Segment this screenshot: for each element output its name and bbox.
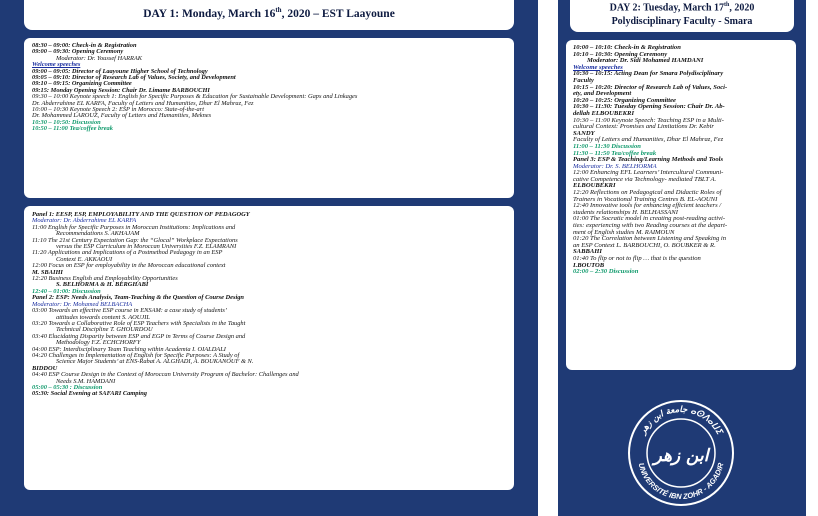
schedule-line: 11:20 Applications and Implications of a Postmethod Pedagogy in an ESP	[32, 249, 223, 257]
schedule-line: S. BELHORMA & H. BERGHABI	[56, 281, 149, 289]
day2-title-main: DAY 2: Tuesday, March 17	[609, 2, 725, 14]
schedule-line: an ESP Context L. BARBOUCHI, O. BOUBKER & R.	[573, 241, 716, 249]
schedule-line: 09:30 – 10:00 Keynote speech 1: English for Specific Purposes & Education for Sustainable Development: Gaps and Linkages	[32, 93, 358, 101]
schedule-line: Recommendations S. AKHAJAM	[56, 230, 140, 238]
schedule-line: dellah ELBOUBEKRI	[573, 109, 635, 117]
schedule-line: 10:30 – 10:15: Acting Dean for Smara Polydisciplinary	[573, 70, 724, 78]
schedule-line: Methodology F.Z. ECHCHORFY	[56, 339, 141, 347]
schedule-line: 01:20 The Correlation between Listening and Speaking in	[573, 235, 727, 243]
day1-title-venue: , 2020 – EST Laayoune	[281, 7, 395, 20]
schedule-line: 08:30 – 09:00: Check-in & Registration	[32, 42, 137, 49]
day2-title-sup: th	[724, 2, 730, 8]
day2-header-box	[570, 0, 794, 32]
day1-morning-box	[24, 38, 514, 198]
schedule-line: ment of English studies M. RAIMOUN	[573, 228, 675, 236]
schedule-line: 09:15: Monday Opening Session: Chair Dr. Limame BARBOUCHI	[32, 86, 210, 94]
schedule-line: 04:20 Challenges in Implementation of English for Specific Purposes: A Study of	[32, 351, 240, 359]
day1-panels-box	[24, 206, 514, 490]
day1-title-sup: th	[275, 6, 282, 14]
schedule-line: 03:40 Elucidating Disparity between ESP and EGP in Terms of Course Design and	[32, 332, 246, 340]
day1-panel-lines	[32, 212, 299, 398]
schedule-line: Dr. Abderrahime EL KARFA, Faculty of Letters and Humanities, Dhar El Mahraz, Fez	[32, 99, 254, 107]
university-logo	[626, 398, 736, 508]
schedule-line: 05:30: Social Evening at SAFARI Camping	[32, 390, 147, 398]
schedule-line: 11:10 The 21st Century Expectation Gap: the “Glocal” Workplace Expectations	[32, 236, 238, 244]
schedule-line: 09:10 – 09:15: Organizing Committee	[32, 80, 132, 88]
schedule-line: SABBAHI	[573, 248, 602, 256]
schedule-line: Moderator: Dr. Sidi Mohamed HAMDANI	[587, 57, 704, 65]
schedule-line: attitudes towards content S. AOUJIL	[56, 313, 150, 321]
schedule-line: SANDY	[573, 129, 595, 137]
day2-program-box	[566, 40, 796, 370]
schedule-line: Moderator: Dr. Mohamed BELBACHA	[32, 300, 133, 308]
schedule-line: 10:30 – 10:50: Discussion	[32, 118, 101, 126]
schedule-line: Science Major Students’ at ENS-Rabat A. ALGHADI, A. BOUKANOUF & N.	[56, 358, 254, 366]
schedule-line: ties: experiencing with two Reading courses at the depart-	[573, 222, 728, 230]
schedule-line: Dr. Mohammed LAROUZ, Faculty of Letters and Humanities, Meknes	[32, 112, 212, 120]
schedule-line: Moderator: Dr. Youssef HARRAK	[56, 54, 143, 62]
schedule-line: 04:40 ESP Course Design in the Context of Moroccan University Program of Bachelor: Challenges and	[32, 371, 299, 379]
schedule-line: ELBOUBEKRI	[573, 182, 616, 190]
schedule-line: 02:00 – 2:30 Discussion	[573, 268, 639, 276]
schedule-line: 01:00 The Socratic model in creating post-reading activi-	[573, 215, 726, 223]
schedule-line: 09:05 – 09:10: Director of Research Lab of Values, Society, and Development	[32, 74, 236, 82]
schedule-line: 03:00 Towards an effective ESP course in ENSAM: a case study of students’	[32, 307, 228, 315]
day2-subtitle: Polydisciplinary Faculty - Smara	[611, 16, 753, 27]
schedule-line: 05:00 – 05:30 : Discussion	[32, 383, 103, 391]
day1-morning-lines	[32, 43, 357, 133]
day1-title	[24, 6, 514, 20]
schedule-line: Context E. AKKAOUI	[56, 255, 113, 263]
schedule-line: 12:00 Focus on ESP for employability in the Moroccan educational context	[32, 262, 226, 270]
schedule-line: M. SBAIHI	[32, 268, 63, 276]
schedule-line: Panel 2: ESP: Needs Analysis, Team-Teaching & the Question of Course Design	[32, 294, 244, 302]
schedule-line: 11:00 English for Specific Purposes in Moroccan Institutions: Implications and	[32, 223, 236, 231]
schedule-line: ety, and Development	[573, 90, 632, 98]
schedule-line: cative Competence via Technology- mediated TBLT A.	[573, 175, 717, 183]
schedule-line: Panel 3: ESP & Teaching/Learning Methods and Tools	[573, 156, 724, 164]
day1-header-box	[24, 0, 514, 30]
schedule-line: Technical Discipline T. GHOURDOU	[56, 326, 153, 334]
logo-monogram: ابن زهر	[653, 446, 709, 466]
schedule-line: 12:20 Reflections on Pedagogical and Didactic Roles of	[573, 189, 722, 197]
day2-title	[570, 2, 794, 13]
day1-title-main: DAY 1: Monday, March 16	[143, 7, 276, 20]
schedule-line: 11:00 – 11:30 Discussion	[573, 142, 641, 150]
schedule-line: versus the ESP Curriculum in Moroccan Universities F.Z. ELAMRANI	[56, 243, 237, 251]
schedule-line: 10:50 – 11:00 Tea/coffee break	[32, 125, 113, 133]
day2-title-year: , 2020	[729, 2, 755, 14]
schedule-line: 03:20 Towards a Collaborative Role of ESP Teachers with Specialists in the Taught	[32, 319, 246, 327]
schedule-line: cultural Context: Promises and Limitations Dr. Kebir	[573, 123, 714, 131]
schedule-line: 10:00 – 10:10: Check-in & Registration	[573, 44, 681, 51]
schedule-line: 04:00 ESP: Interdisciplinary Team Teaching within Academia I. OIALDALI	[32, 345, 226, 353]
day2-program-lines	[573, 45, 727, 276]
logo-arabic-text: جامعة ابن زهر ⴰⵙⴷⴰⵡⵉ	[638, 404, 724, 437]
schedule-line: Panel 1: EESP, ESP, EMPLOYABILITY AND THE QUESTION OF PEDAGOGY	[32, 211, 250, 218]
schedule-line: 10:30 – 11:30: Tuesday Opening Session: Chair Dr. Ab-	[573, 103, 725, 111]
schedule-line: 10:15 – 10:20: Director of Research Lab of Values, Soci-	[573, 83, 728, 91]
schedule-line: Welcome speeches	[573, 63, 623, 71]
schedule-line: 12:20 Business English and Employability Opportunities	[32, 275, 178, 283]
schedule-line: Faculty of Letters and Humanities, Dhar El Mahraz, Fez	[573, 136, 724, 144]
schedule-line: Welcome speeches	[32, 61, 81, 69]
schedule-line: Trainers in Vocational Training Centres B. EL-AOUNI	[573, 195, 718, 203]
schedule-line: 09:00 – 09:30: Opening Ceremony	[32, 48, 124, 56]
schedule-line: 12:40 – 01:00: Discussion	[32, 287, 101, 295]
schedule-line: 10:00 – 10:30 Keynote Speech 2: ESP in Morocco: State-of-the-art	[32, 106, 204, 114]
logo-french-text: UNIVERSITÉ IBN ZOHR - AGADIR	[636, 461, 726, 502]
schedule-line: 09:00 – 09:05: Director of Laayoune Higher School of Technology	[32, 67, 208, 75]
schedule-line: Moderator: Dr. Abderrahime EL KARFA	[32, 217, 137, 225]
schedule-line: students relationships H. BELHASSANI	[573, 208, 678, 216]
schedule-line: 11:30 – 11:50 Tea/coffee break	[573, 149, 657, 157]
schedule-line: 01:40 To flip or not to flip … that is the question	[573, 255, 701, 262]
schedule-line: Faculty	[573, 76, 594, 84]
schedule-line: I.BOUTOB	[573, 261, 605, 269]
schedule-line: 12:00 Enhancing EFL Learners’ Intercultural Communi-	[573, 169, 724, 177]
schedule-line: Needs S.M. HAMDANI	[56, 377, 116, 385]
schedule-line: Moderator: Dr. S. BELHORMA	[573, 162, 657, 170]
schedule-line: BIDDOU	[32, 364, 58, 372]
schedule-line: 10:30 – 11:00 Keynote Speech: Teaching ESP in a Multi-	[573, 116, 724, 124]
schedule-line: 10:20 – 10:25: Organizing Committee	[573, 96, 676, 104]
schedule-line: 10:10 – 10:30: Opening Ceremony	[573, 50, 668, 58]
schedule-line: 12:40 Innovative tools for enhancing efficient teachers /	[573, 202, 722, 210]
